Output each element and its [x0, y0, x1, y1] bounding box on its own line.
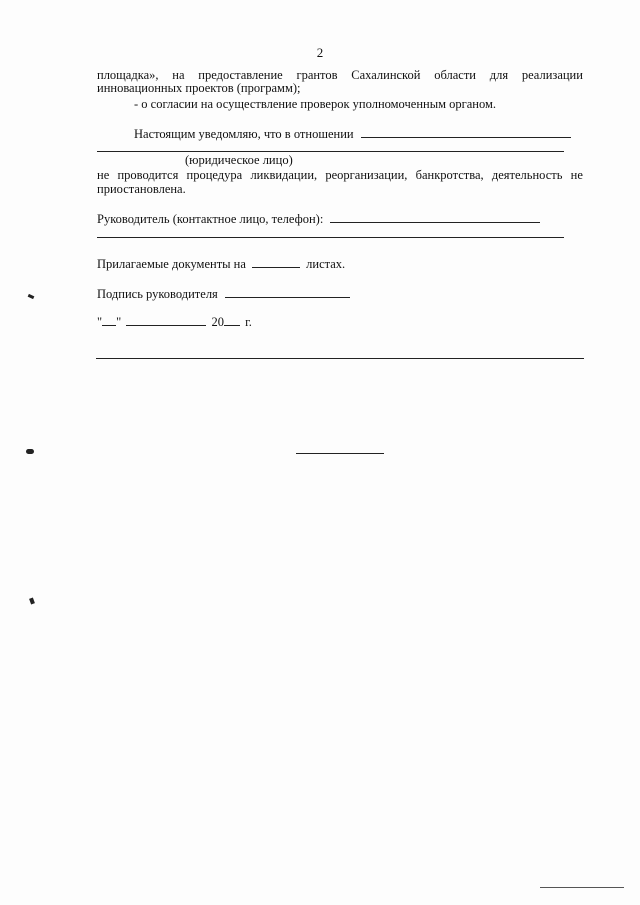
- grants-line-word: реализации: [521, 68, 583, 82]
- paragraph-projects-line: инновационных проектов (программ);: [97, 81, 301, 95]
- entity-name-field[interactable]: [361, 126, 571, 138]
- no-procedure-line: [97, 168, 583, 182]
- grants-line-word: для: [489, 68, 509, 82]
- attached-suffix: листах.: [306, 257, 346, 271]
- notify-label: Настоящим уведомляю, что в отношении: [134, 127, 354, 141]
- head-contact-continuation-line[interactable]: [97, 237, 564, 238]
- date-year-field[interactable]: [224, 314, 240, 326]
- not-suspended-line: приостановлена.: [97, 182, 186, 196]
- date-month-field[interactable]: [126, 314, 206, 326]
- head-contact-field[interactable]: [330, 211, 540, 223]
- head-contact-label: Руководитель (контактное лицо, телефон):: [97, 212, 324, 226]
- binding-hole-mark: [28, 294, 35, 299]
- binding-hole-mark: [29, 597, 35, 604]
- bottom-corner-mark: [540, 887, 624, 888]
- legal-entity-caption: (юридическое лицо): [185, 153, 293, 167]
- attached-prefix: Прилагаемые документы на: [97, 257, 246, 271]
- grants-line-word: площадка»,: [97, 68, 159, 82]
- attached-documents-line: [97, 256, 345, 271]
- grants-line-word: грантов: [296, 68, 338, 82]
- date-year-suffix: г.: [245, 315, 252, 329]
- binding-hole-mark: [26, 449, 34, 454]
- head-contact-line: [97, 211, 540, 226]
- grants-line-word: Сахалинской: [351, 68, 421, 82]
- grants-line-word: области: [434, 68, 476, 82]
- sheet-count-field[interactable]: [252, 256, 300, 268]
- section-end-rule: [96, 358, 584, 359]
- signature-label: Подпись руководителя: [97, 287, 218, 301]
- no-procedure-line-word: проводится: [117, 168, 179, 182]
- paragraph-grants-line: [97, 68, 583, 82]
- consent-checks-line: - о согласии на осуществление проверок уполномоченным органом.: [134, 97, 497, 111]
- grants-line-word: предоставление: [198, 68, 283, 82]
- no-procedure-line-word: не: [97, 168, 110, 182]
- date-quote-open: ": [97, 315, 103, 329]
- grants-line-word: на: [172, 68, 185, 82]
- date-line: [97, 314, 252, 329]
- no-procedure-line-word: не: [570, 168, 583, 182]
- no-procedure-line-word: реорганизации,: [325, 168, 408, 182]
- signature-field[interactable]: [225, 286, 350, 298]
- notify-line: [134, 126, 571, 141]
- signature-line: [97, 286, 350, 301]
- no-procedure-line-word: ликвидации,: [250, 168, 318, 182]
- date-quote-close: ": [116, 315, 122, 329]
- no-procedure-line-word: банкротства,: [415, 168, 484, 182]
- date-year-prefix: 20: [211, 315, 224, 329]
- entity-name-continuation-line[interactable]: [97, 151, 564, 152]
- date-day-field[interactable]: [102, 314, 116, 326]
- no-procedure-line-word: деятельность: [491, 168, 563, 182]
- end-of-document-rule: [296, 453, 384, 454]
- no-procedure-line-word: процедура: [186, 168, 243, 182]
- page-number: 2: [316, 45, 324, 60]
